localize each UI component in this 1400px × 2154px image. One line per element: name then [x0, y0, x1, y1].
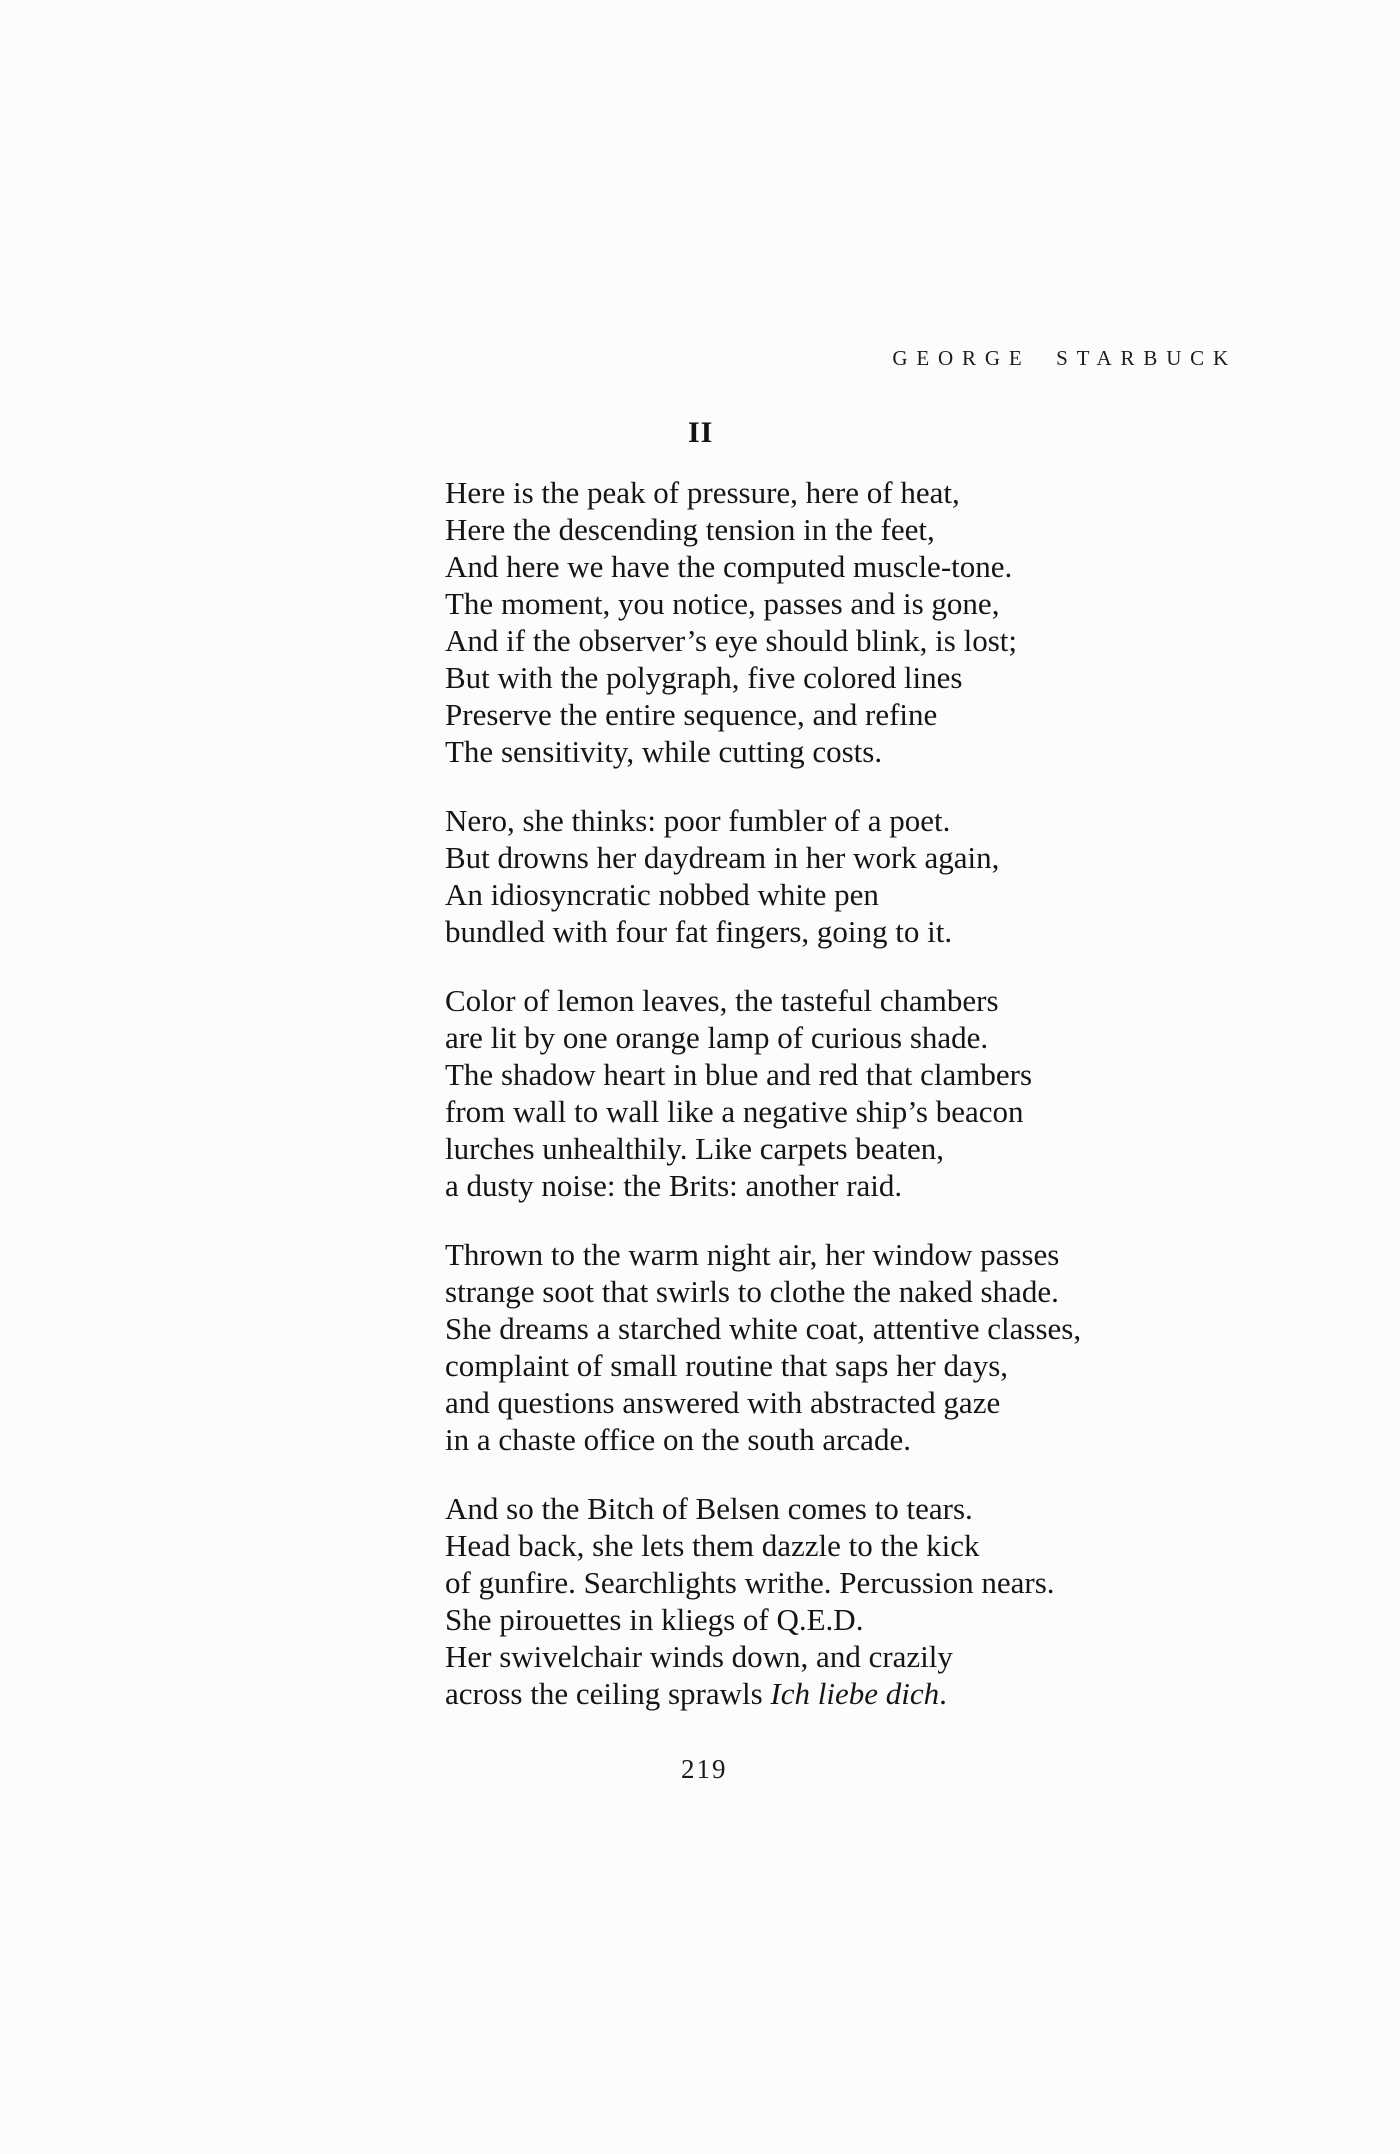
poem-line: from wall to wall like a negative ship’s beacon	[445, 1094, 1024, 1129]
poem-line: Here the descending tension in the feet,	[445, 512, 935, 547]
poem-line: And if the observer’s eye should blink, is lost;	[445, 623, 1018, 658]
poem-line: Thrown to the warm night air, her window passes	[445, 1237, 1060, 1272]
poem-line: Nero, she thinks: poor fumbler of a poet.	[445, 803, 951, 838]
poem-line: complaint of small routine that saps her days,	[445, 1348, 1009, 1383]
poem-line: in a chaste office on the south arcade.	[445, 1422, 911, 1457]
poem-line: of gunfire. Searchlights writhe. Percussion nears.	[445, 1565, 1055, 1600]
poem-line: Preserve the entire sequence, and refine	[445, 697, 938, 732]
poem	[445, 474, 1165, 1744]
final-line-tail: .	[939, 1676, 947, 1711]
poem-line: bundled with four fat fingers, going to it.	[445, 914, 953, 949]
poem-line: She dreams a starched white coat, attentive classes,	[445, 1311, 1082, 1346]
poem-line: Her swivelchair winds down, and crazily	[445, 1639, 953, 1674]
page-number: 219	[681, 1754, 728, 1784]
poem-line: Here is the peak of pressure, here of heat,	[445, 475, 960, 510]
poem-stanza-5	[445, 1490, 1165, 1712]
poem-stanza-2	[445, 802, 1165, 950]
poem-line: and questions answered with abstracted gaze	[445, 1385, 1001, 1420]
poem-stanza-4	[445, 1236, 1165, 1458]
section-numeral: II	[688, 416, 714, 449]
poem-line: She pirouettes in kliegs of Q.E.D.	[445, 1602, 864, 1637]
poem-line: The sensitivity, while cutting costs.	[445, 734, 883, 769]
poem-line: But drowns her daydream in her work again,	[445, 840, 1000, 875]
foreign-phrase-italic: Ich liebe dich	[770, 1676, 940, 1711]
poem-line: Head back, she lets them dazzle to the kick	[445, 1528, 980, 1563]
poem-line: The shadow heart in blue and red that clambers	[445, 1057, 1033, 1092]
poem-line: strange soot that swirls to clothe the naked shade.	[445, 1274, 1059, 1309]
running-header-author: GEORGE STARBUCK	[892, 346, 1237, 370]
poem-line-final	[445, 1675, 1165, 1712]
poem-line: But with the polygraph, five colored lines	[445, 660, 963, 695]
poem-line: lurches unhealthily. Like carpets beaten,	[445, 1131, 944, 1166]
poem-line: The moment, you notice, passes and is gone,	[445, 586, 1000, 621]
poem-line: Color of lemon leaves, the tasteful chambers	[445, 983, 999, 1018]
poem-stanza-1	[445, 474, 1165, 770]
poem-line: a dusty noise: the Brits: another raid.	[445, 1168, 903, 1203]
poem-line: And here we have the computed muscle-tone.	[445, 549, 1013, 584]
poem-stanza-3	[445, 982, 1165, 1204]
poem-line: An idiosyncratic nobbed white pen	[445, 877, 879, 912]
poem-line: are lit by one orange lamp of curious shade.	[445, 1020, 989, 1055]
final-line-plain-text: across the ceiling sprawls	[445, 1676, 771, 1711]
poem-line: And so the Bitch of Belsen comes to tears.	[445, 1491, 973, 1526]
